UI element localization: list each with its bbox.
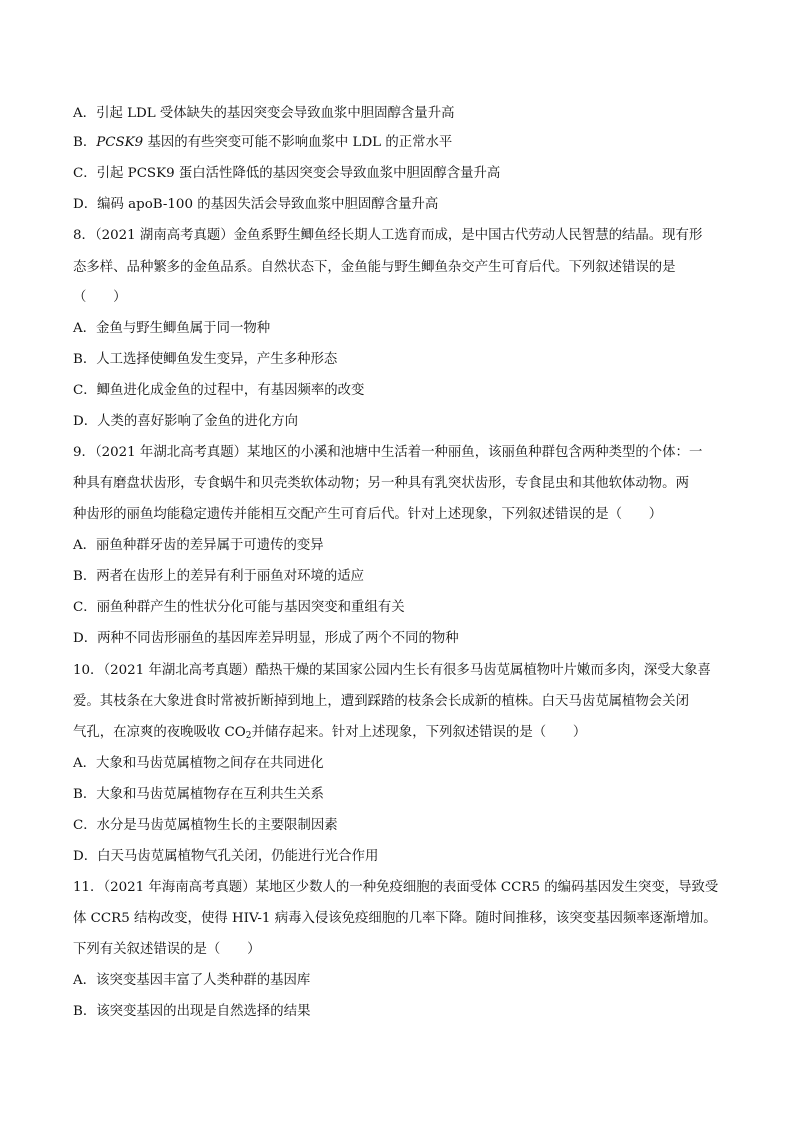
q9-option-a: A．丽鱼种群牙齿的差异属于可遗传的变异 [73,538,324,553]
q8-option-b: B．人工选择使鲫鱼发生变异，产生多种形态 [73,352,338,367]
q9-stem-line-2: 种具有磨盘状齿形，专食蜗牛和贝壳类软体动物；另一种具有乳突状齿形，专食昆虫和其他软体动物。两 [73,476,689,491]
q9-option-b: B．两者在齿形上的差异有利于丽鱼对环境的适应 [73,569,365,584]
q10-stem-line-3: 气孔，在凉爽的夜晚吸收 $CO_2$并储存起来。针对上述现象，下列叙述错误的是（ ） [73,725,587,741]
q9-stem-line-3: 种齿形的丽鱼均能稳定遗传并能相互交配产生可育后代。针对上述现象，下列叙述错误的是（ ） [73,507,663,522]
q10-stem-line-1: 10．（2021 年湖北高考真题）酷热干燥的某国家公园内生长有很多马齿苋属植物叶片嫩而多肉，深受大象喜 [73,663,711,678]
q11-option-a: A．该突变基因丰富了人类种群的基因库 [73,973,311,988]
q10-option-d: D．白天马齿苋属植物气孔关闭，仍能进行光合作用 [73,849,379,864]
q7-option-b: B．PCSK9 基因的有些突变可能不影响血浆中 LDL 的正常水平 [73,135,453,150]
q8-answer-blank: （ ） [73,290,127,305]
q10-stem-line-2: 爱。其枝条在大象进食时常被折断掉到地上，遭到踩踏的枝条会长成新的植株。白天马齿苋属植物会关闭 [73,694,689,709]
q10-option-a: A．大象和马齿苋属植物之间存在共同进化 [73,756,324,771]
q10-option-c: C．水分是马齿苋属植物生长的主要限制因素 [73,818,338,833]
q11-stem-line-1: 11．（2021 年海南高考真题）某地区少数人的一种免疫细胞的表面受体 CCR5 的编码基因发生突变，导致受 [73,880,719,895]
q9-stem-line-1: 9．（2021 年湖北高考真题）某地区的小溪和池塘中生活着一种丽鱼，该丽鱼种群包含两种类型的个体：一 [73,445,703,460]
q8-option-a: A．金鱼与野生鲫鱼属于同一物种 [73,321,271,336]
q7-option-a: A．引起 LDL 受体缺失的基因突变会导致血浆中胆固醇含量升高 [73,106,455,121]
q10-option-b: B．大象和马齿苋属植物存在互利共生关系 [73,787,324,802]
q11-option-b: B．该突变基因的出现是自然选择的结果 [73,1004,311,1019]
q7-option-d: D．编码 apoB-100 的基因失活会导致血浆中胆固醇含量升高 [73,197,439,212]
q9-option-c: C．丽鱼种群产生的性状分化可能与基因突变和重组有关 [73,600,405,615]
q11-stem-line-3: 下列有关叙述错误的是（ ） [73,942,261,957]
q8-option-d: D．人类的喜好影响了金鱼的进化方向 [73,414,298,429]
q8-stem-line-2: 态多样、品种繁多的金鱼品系。自然状态下，金鱼能与野生鲫鱼杂交产生可育后代。下列叙述错误的是 [73,260,676,275]
q11-stem-line-2: 体 CCR5 结构改变，使得 HIV-1 病毒入侵该免疫细胞的几率下降。随时间推移，该突变基因频率逐渐增加。 [73,911,717,926]
q8-option-c: C．鲫鱼进化成金鱼的过程中，有基因频率的改变 [73,383,365,398]
q9-option-d: D．两种不同齿形丽鱼的基因库差异明显，形成了两个不同的物种 [73,631,459,646]
q7-option-c: C．引起 PCSK9 蛋白活性降低的基因突变会导致血浆中胆固醇含量升高 [73,166,501,181]
q8-stem-line-1: 8．（2021 湖南高考真题）金鱼系野生鲫鱼经长期人工选育而成，是中国古代劳动人民智慧的结晶。现有形 [73,228,703,243]
